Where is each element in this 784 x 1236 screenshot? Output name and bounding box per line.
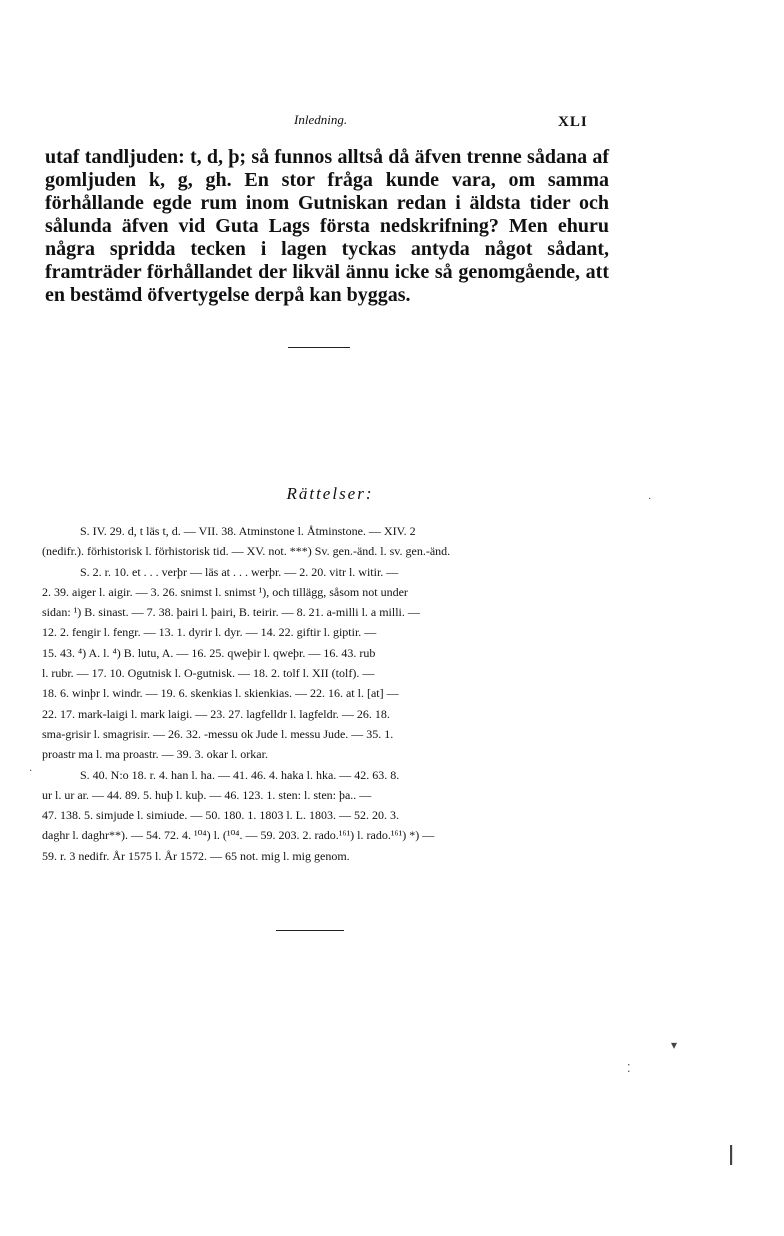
errata-line: 18. 6. winþr l. windr. — 19. 6. skenkias l. skienkias. — 22. 16. at l. [at] —	[42, 686, 399, 701]
errata-line: 2. 39. aiger l. aigir. — 3. 26. snimst l. snimst ¹), och tillägg, såsom not under	[42, 584, 408, 599]
body-paragraph-block	[45, 146, 609, 307]
errata-line: 12. 2. fengir l. fengr. — 13. 1. dyrir l. dyr. — 14. 22. giftir l. giptir. —	[42, 625, 377, 640]
errata-list	[42, 521, 614, 866]
errata-line: l. rubr. — 17. 10. Ogutnisk l. O-gutnisk. — 18. 2. tolf l. XII (tolf). —	[42, 666, 375, 681]
ink-speck: ·	[648, 494, 652, 505]
body-paragraph: utaf tandljuden: t, d, þ; så funnos alltså då äfven trenne sådana af gomljuden k, g, gh. En stor fråga kunde vara, om samma förhållande egde rum inom Gutniskan redan i äldsta tider och sålunda äfven vid Guta Lags första nedskrifning? Men ehuru några spridda tecken i lagen tyckas antyda något sådant, framträder förhållandet der likväl ännu icke så genomgående, att en bestämd öfvertygelse derpå kan byggas.	[45, 146, 609, 306]
errata-line: S. 2. r. 10. et . . . verþr — läs at . . . werþr. — 2. 20. vitr l. witir. —	[80, 564, 399, 579]
ink-speck: ▾	[671, 1038, 678, 1052]
errata-line: sidan: ¹) B. sinast. — 7. 38. þairi l. þairi, B. teirir. — 8. 21. a-milli l. a milli. —	[42, 605, 420, 620]
page-number: XLI	[558, 114, 588, 130]
errata-line: 59. r. 3 nedifr. År 1575 l. År 1572. — 65 not. mig l. mig genom.	[42, 848, 350, 863]
section-divider-top	[288, 347, 350, 348]
errata-heading: Rättelser:	[286, 484, 374, 503]
errata-line: (nedifr.). förhistorisk l. förhistorisk tid. — XV. not. ***) Sv. gen.-änd. l. sv. gen.-änd.	[42, 544, 451, 559]
errata-line: 15. 43. ⁴) A. l. ⁴) B. lutu, A. — 16. 25. qweþir l. qweþr. — 16. 43. rub	[42, 645, 376, 660]
errata-line: daghr l. daghr**). — 54. 72. 4. ¹⁰⁴) l. (¹⁰⁴. — 59. 203. 2. rado.¹⁶¹) l. rado.¹⁶¹) *) —	[42, 828, 435, 843]
errata-line: ur l. ur ar. — 44. 89. 5. huþ l. kuþ. — 46. 123. 1. sten: l. sten: þa.. —	[42, 787, 372, 802]
section-divider-bottom	[276, 930, 344, 931]
ink-speck: ǀ	[728, 1141, 735, 1172]
errata-line: S. IV. 29. d, t läs t, d. — VII. 38. Atminstone l. Åtminstone. — XIV. 2	[80, 524, 416, 538]
errata-line: S. 40. N:o 18. r. 4. han l. ha. — 41. 46. 4. haka l. hka. — 42. 63. 8.	[80, 767, 400, 782]
ink-speck: ·	[29, 766, 33, 777]
errata-line: 47. 138. 5. simjude l. simiude. — 50. 180. 1. 1803 l. L. 1803. — 52. 20. 3.	[42, 808, 399, 823]
errata-line: 22. 17. mark-laigi l. mark laigi. — 23. 27. lagfelldr l. lagfeldr. — 26. 18.	[42, 706, 390, 721]
errata-line: proastr ma l. ma proastr. — 39. 3. okar l. orkar.	[42, 747, 268, 762]
ink-speck: ⁚	[627, 1063, 631, 1075]
errata-line: sma-grisir l. smagrisir. — 26. 32. -messu ok Jude l. messu Jude. — 35. 1.	[42, 726, 394, 741]
running-head: Inledning.	[294, 112, 348, 127]
